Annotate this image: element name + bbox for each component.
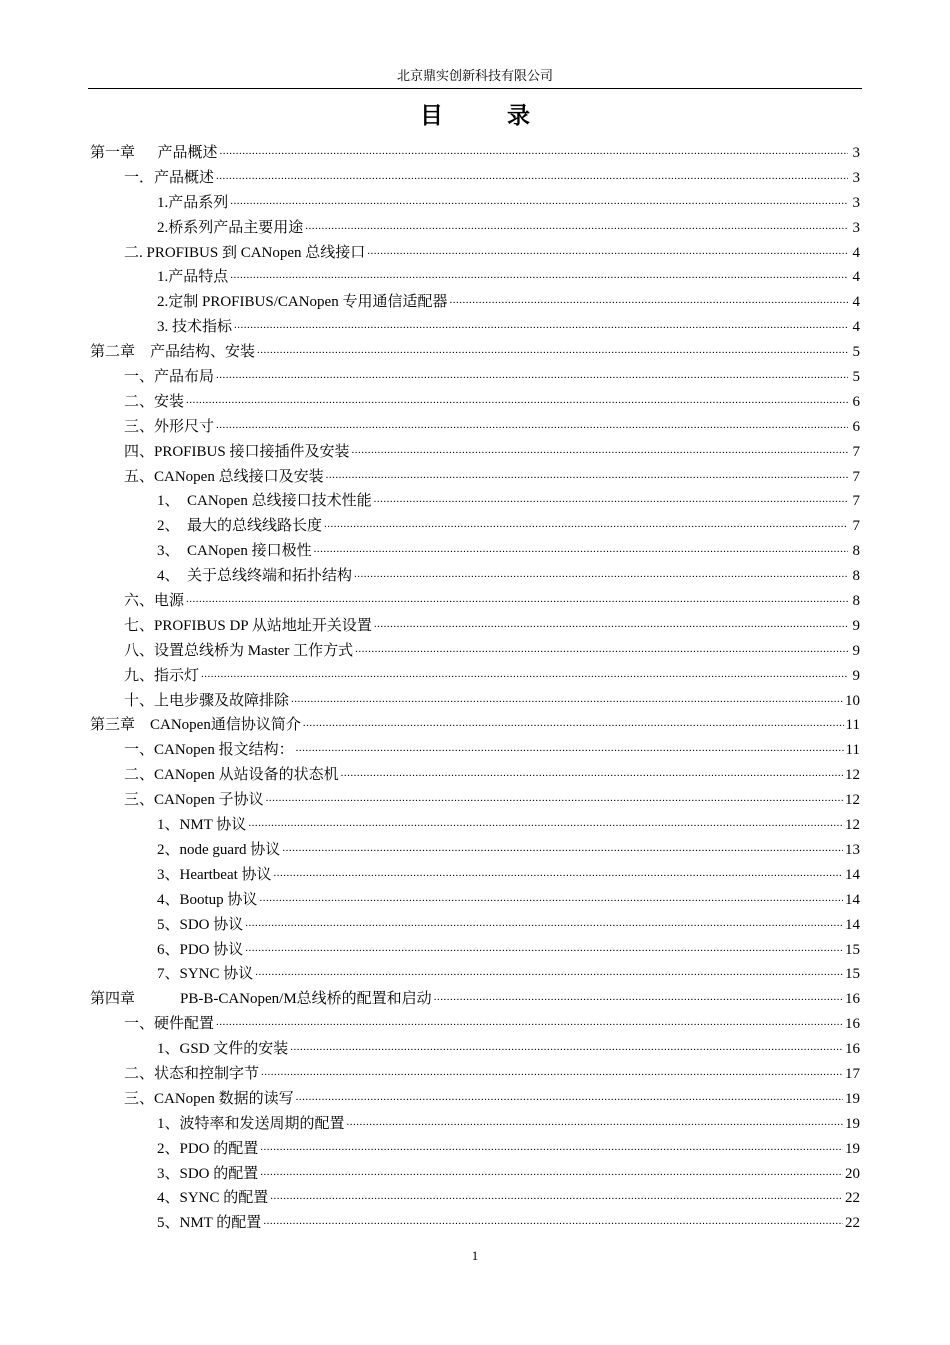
dot-leader	[434, 984, 843, 1010]
toc-entry-label: 7、SYNC 协议	[157, 966, 254, 983]
dot-leader	[341, 760, 843, 786]
dot-leader	[230, 188, 848, 214]
toc-entry-label: 3、 CANopen 接口极性	[157, 543, 312, 560]
toc-entry-page: 13	[845, 841, 860, 858]
toc-entry-label: 3、SDO 的配置	[157, 1165, 259, 1182]
toc-entry-page: 16	[845, 1041, 860, 1058]
toc-entry-page: 14	[845, 891, 860, 908]
toc-entry-page: 9	[852, 617, 860, 634]
toc-entry-label: 九、指示灯	[124, 667, 200, 684]
toc-entry-page: 19	[845, 1140, 860, 1157]
toc-entry-label: 4、SYNC 的配置	[157, 1190, 269, 1207]
dot-leader	[230, 262, 848, 288]
dot-leader	[296, 735, 844, 761]
page-number: 1	[471, 1248, 479, 1263]
dot-leader	[324, 511, 848, 537]
dot-leader	[347, 1109, 843, 1135]
toc-entry-label: 一、CANopen 报文结构：	[124, 742, 294, 759]
toc-entry-page: 14	[845, 916, 860, 933]
toc-entry-page: 3	[852, 169, 860, 186]
toc-entry-page: 11	[845, 742, 860, 759]
dot-leader	[355, 636, 848, 662]
toc-entry-label: 1.产品特点	[157, 269, 229, 286]
toc-entry-page: 22	[845, 1190, 860, 1207]
dot-leader	[248, 810, 843, 836]
toc-entry-page: 19	[845, 1115, 860, 1132]
toc-entry-label: 2、PDO 的配置	[157, 1140, 259, 1157]
toc-entry-page: 6	[852, 393, 860, 410]
dot-leader	[354, 561, 848, 587]
dot-leader	[260, 1159, 843, 1185]
dot-leader	[245, 910, 843, 936]
toc-entry-page: 3	[852, 219, 860, 236]
toc-entry-label: 二、安装	[124, 393, 185, 410]
toc-entry-page: 19	[845, 1090, 860, 1107]
dot-leader	[367, 238, 848, 264]
toc-entry-label: 一、硬件配置	[124, 1016, 215, 1033]
dot-leader	[216, 362, 848, 388]
page-footer	[0, 1248, 950, 1264]
toc-entry-page: 22	[845, 1215, 860, 1232]
toc-entry-page: 11	[845, 717, 860, 734]
toc-entry-label: 1、GSD 文件的安装	[157, 1041, 289, 1058]
dot-leader	[305, 213, 848, 239]
toc-entry-page: 10	[845, 692, 860, 709]
dot-leader	[266, 785, 843, 811]
dot-leader	[374, 486, 848, 512]
toc-entry-page: 4	[852, 319, 860, 336]
toc-entry-page: 7	[852, 518, 860, 535]
toc-entry-label: 6、PDO 协议	[157, 941, 244, 958]
toc-entry-page: 16	[845, 991, 860, 1008]
toc-entry-page: 16	[845, 1016, 860, 1033]
toc-entry-label: 一、产品布局	[124, 369, 215, 386]
toc-entry-label: 1、 CANopen 总线接口技术性能	[157, 493, 372, 510]
toc-title: 目 录	[419, 103, 558, 129]
dot-leader	[216, 1009, 843, 1035]
toc-entry-label: 3. 技术指标	[157, 319, 233, 336]
toc-entry-label: 1.产品系列	[157, 194, 229, 211]
toc-entry-label: 一．产品概述	[124, 169, 215, 186]
toc-entry-page: 20	[845, 1165, 860, 1182]
toc-entry-label: 六、电源	[124, 593, 185, 610]
toc-entry-label: 第三章 CANopen通信协议简介	[90, 717, 301, 734]
toc-entry-page: 12	[845, 792, 860, 809]
toc-entry-label: 5、NMT 的配置	[157, 1215, 262, 1232]
dot-leader	[291, 686, 843, 712]
dot-leader	[296, 1084, 843, 1110]
toc-entry-label: 七、PROFIBUS DP 从站地址开关设置	[124, 617, 372, 634]
dot-leader	[282, 835, 843, 861]
dot-leader	[261, 1059, 843, 1085]
toc-entry-label: 二. PROFIBUS 到 CANopen 总线接口	[124, 244, 366, 261]
toc-entry-page: 9	[852, 667, 860, 684]
toc-entry-label: 2、 最大的总线线路长度	[157, 518, 323, 535]
toc-entry-page: 6	[852, 418, 860, 435]
toc-entry-page: 7	[852, 468, 860, 485]
toc-entry-label: 二、CANopen 从站设备的状态机	[124, 767, 339, 784]
dot-leader	[186, 586, 848, 612]
toc-entry-label: 三、CANopen 数据的读写	[124, 1090, 294, 1107]
toc-entry-label: 十、上电步骤及故障排除	[124, 692, 290, 709]
dot-leader	[216, 163, 848, 189]
toc-entry-page: 12	[845, 817, 860, 834]
toc-entry-label: 5、SDO 协议	[157, 916, 244, 933]
toc-entry-label: 4、Bootup 协议	[157, 891, 258, 908]
toc-entry-label: 二、状态和控制字节	[124, 1065, 260, 1082]
dot-leader	[270, 1183, 843, 1209]
toc-entry-page: 4	[852, 294, 860, 311]
toc-entry-label: 三、CANopen 子协议	[124, 792, 264, 809]
toc-entry-label: 1、波特率和发送周期的配置	[157, 1115, 345, 1132]
toc-entry-page: 8	[852, 568, 860, 585]
dot-leader	[245, 935, 843, 961]
toc-entry-label: 3、Heartbeat 协议	[157, 866, 272, 883]
toc-entry-page: 3	[852, 194, 860, 211]
toc-entry-label: 2.桥系列产品主要用途	[157, 219, 304, 236]
dot-leader	[290, 1034, 843, 1060]
toc-entry-page: 15	[845, 966, 860, 983]
dot-leader	[234, 312, 848, 338]
toc-entry-label: 五、CANopen 总线接口及安装	[124, 468, 324, 485]
table-of-contents	[90, 141, 860, 1236]
page-header	[88, 66, 862, 89]
toc-entry-page: 5	[852, 344, 860, 361]
toc-entry-label: 2、node guard 协议	[157, 841, 281, 858]
toc-entry-label: 第四章 PB-B-CANopen/M总线桥的配置和启动	[90, 991, 432, 1008]
toc-entry-page: 7	[852, 493, 860, 510]
toc-entry-label: 第一章 产品概述	[90, 145, 218, 161]
toc-entry-page: 17	[845, 1065, 860, 1082]
toc-entry-label: 三、外形尺寸	[124, 418, 215, 435]
dot-leader	[449, 287, 848, 313]
dot-leader	[259, 885, 843, 911]
dot-leader	[274, 860, 843, 886]
toc-entry-page: 5	[852, 369, 860, 386]
toc-entry-page: 3	[852, 145, 860, 161]
dot-leader	[201, 661, 848, 687]
dot-leader	[257, 337, 848, 363]
dot-leader	[351, 437, 848, 463]
toc-entry-page: 9	[852, 642, 860, 659]
dot-leader	[314, 536, 848, 562]
toc-entry-label: 1、NMT 协议	[157, 817, 247, 834]
toc-entry-label: 2.定制 PROFIBUS/CANopen 专用通信适配器	[157, 294, 448, 311]
toc-entry[interactable]	[90, 1211, 860, 1236]
dot-leader	[220, 138, 848, 164]
dot-leader	[216, 412, 848, 438]
toc-entry-page: 8	[852, 593, 860, 610]
toc-entry-page: 12	[845, 767, 860, 784]
toc-entry-label: 四、PROFIBUS 接口接插件及安装	[124, 443, 350, 460]
dot-leader	[326, 462, 848, 488]
dot-leader	[255, 959, 843, 985]
toc-entry-label: 第二章 产品结构、安装	[90, 344, 256, 361]
toc-entry-label: 八、设置总线桥为 Master 工作方式	[124, 642, 354, 659]
toc-entry-page: 4	[852, 269, 860, 286]
company-name: 北京鼎实创新科技有限公司	[396, 68, 553, 83]
dot-leader	[374, 611, 848, 637]
dot-leader	[303, 710, 844, 736]
toc-entry-page: 14	[845, 866, 860, 883]
toc-entry-label: 4、 关于总线终端和拓扑结构	[157, 568, 353, 585]
toc-entry-page: 15	[845, 941, 860, 958]
toc-entry-page: 4	[852, 244, 860, 261]
toc-entry-page: 8	[852, 543, 860, 560]
dot-leader	[186, 387, 848, 413]
dot-leader	[263, 1208, 843, 1234]
toc-entry-page: 7	[852, 443, 860, 460]
dot-leader	[260, 1134, 843, 1160]
